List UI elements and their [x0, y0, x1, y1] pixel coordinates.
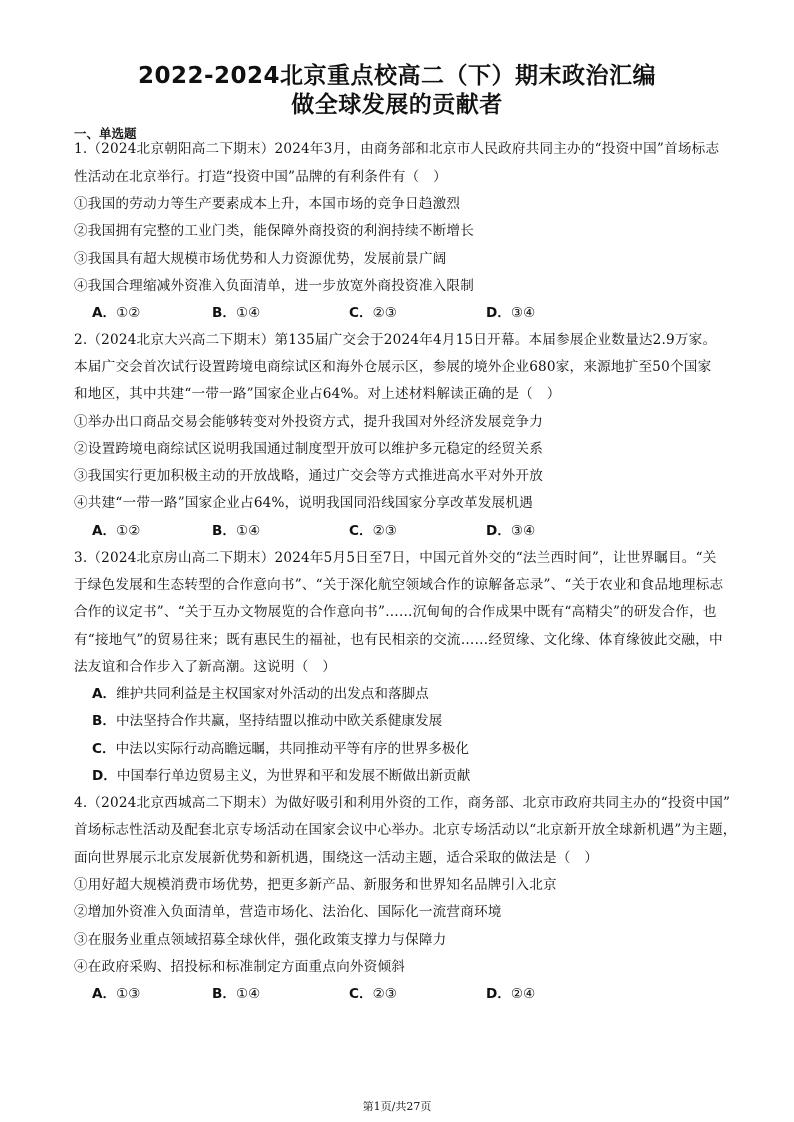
- question-1-item: ③我国具有超大规模市场优势和人力资源优势，发展前景广阔: [74, 251, 447, 267]
- option-letter: C．: [349, 305, 373, 321]
- page-number: 第1页/共27页: [362, 1100, 432, 1113]
- question-3-stem: 合作的议定书”、“关于互办文物展览的合作意向书”……沉甸甸的合作成果中既有“高精尖”的研发合作，也: [74, 604, 717, 620]
- question-2-item: ②设置跨境电商综试区说明我国通过制度型开放可以维护多元稳定的经贸关系: [74, 441, 543, 457]
- question-3-option-a[interactable]: [92, 685, 429, 703]
- question-3-stem: 3.（2024北京房山高二下期末）2024年5月5日至7日，中国元首外交的“法兰西时间”，让世界瞩目。“关: [74, 550, 717, 566]
- option-text: ②③: [372, 523, 397, 539]
- option-text: ③④: [510, 523, 536, 539]
- question-1-option-a[interactable]: [92, 304, 141, 322]
- question-4-item: ①用好超大规模消费市场优势，把更多新产品、新服务和世界知名品牌引入北京: [74, 877, 557, 893]
- option-text: ②③: [372, 986, 397, 1002]
- option-text: ②④: [510, 986, 536, 1002]
- option-text: ①②: [116, 305, 141, 321]
- option-text: ②③: [372, 305, 397, 321]
- question-2-option-b[interactable]: [212, 522, 260, 540]
- option-text: 维护共同利益是主权国家对外活动的出发点和落脚点: [116, 686, 429, 702]
- option-letter: A．: [92, 305, 117, 321]
- option-letter: A．: [92, 986, 117, 1002]
- option-letter: D．: [92, 768, 117, 784]
- question-3-stem: 法友谊和合作步入了新高潮。这说明（ ）: [74, 659, 337, 675]
- question-1-option-d[interactable]: [486, 304, 535, 322]
- question-1-stem: 性活动在北京举行。打造“投资中国”品牌的有利条件有（ ）: [74, 169, 447, 185]
- question-2-item: ①举办出口商品交易会能够转变对外投资方式，提升我国对外经济发展竞争力: [74, 414, 543, 430]
- question-3-stem: 于绿色发展和生态转型的合作意向书”、“关于深化航空领域合作的谅解备忘录”、“关于农业和食品地理标志: [74, 577, 724, 593]
- document-title: 2022-2024北京重点校高二（下）期末政治汇编: [137, 63, 657, 89]
- question-4-stem: 面向世界展示北京发展新优势和新机遇，围绕这一活动主题，适合采取的做法是（ ）: [74, 850, 599, 866]
- option-letter: B．: [212, 523, 236, 539]
- option-letter: D．: [486, 305, 511, 321]
- document-subtitle: 做全球发展的贡献者: [291, 92, 503, 118]
- option-letter: B．: [92, 713, 116, 729]
- option-text: ①④: [235, 523, 261, 539]
- question-4-item: ②增加外资准入负面清单，营造市场化、法治化、国际化一流营商环境: [74, 904, 502, 920]
- question-4-item: ③在服务业重点领域招募全球伙伴，强化政策支撑力与保障力: [74, 932, 447, 948]
- question-4-option-b[interactable]: [212, 985, 260, 1003]
- option-letter: B．: [212, 986, 236, 1002]
- option-letter: D．: [486, 986, 511, 1002]
- option-letter: D．: [486, 523, 511, 539]
- section-heading: 一、单选题: [74, 126, 137, 141]
- question-1-stem: 1.（2024北京朝阳高二下期末）2024年3月，由商务部和北京市人民政府共同主办的“投资中国”首场标志: [74, 141, 720, 157]
- option-letter: C．: [349, 523, 373, 539]
- question-3-stem: 有“接地气”的贸易往来；既有惠民生的福祉，也有民相亲的交流……经贸缘、文化缘、体育缘彼此交融，中: [74, 632, 723, 648]
- question-4-stem: 4.（2024北京西城高二下期末）为做好吸引和利用外资的工作，商务部、北京市政府共同主办的“投资中国”: [74, 795, 731, 811]
- question-2-item: ④共建“一带一路”国家企业占64%，说明我国同沿线国家分享改革发展机遇: [74, 495, 533, 511]
- question-2-stem: 本届广交会首次试行设置跨境电商综试区和海外仓展示区，参展的境外企业680家，来源地扩至50个国家: [74, 359, 712, 375]
- option-text: ①②: [116, 523, 141, 539]
- question-2-option-a[interactable]: [92, 522, 141, 540]
- option-letter: C．: [92, 741, 116, 757]
- question-1-item: ④我国合理缩减外资准入负面清单，进一步放宽外商投资准入限制: [74, 278, 475, 294]
- question-1-item: ①我国的劳动力等生产要素成本上升，本国市场的竞争日趋激烈: [74, 196, 461, 212]
- question-2-option-c[interactable]: [349, 522, 397, 540]
- question-4-option-a[interactable]: [92, 985, 141, 1003]
- question-2-item: ③我国实行更加积极主动的开放战略，通过广交会等方式推进高水平对外开放: [74, 468, 543, 484]
- question-2-stem: 和地区，其中共建“一带一路”国家企业占64%。对上述材料解读正确的是（ ）: [74, 386, 561, 402]
- option-text: ①④: [235, 986, 261, 1002]
- option-text: ①③: [116, 986, 141, 1002]
- option-letter: A．: [92, 686, 117, 702]
- option-text: 中法坚持合作共赢，坚持结盟以推动中欧关系健康发展: [115, 713, 443, 729]
- question-1-item: ②我国拥有完整的工业门类，能保障外商投资的利润持续不断增长: [74, 223, 475, 239]
- question-2-stem: 2.（2024北京大兴高二下期末）第135届广交会于2024年4月15日开幕。本届参展企业数量达2.9万家。: [74, 332, 717, 348]
- question-1-option-b[interactable]: [212, 304, 260, 322]
- question-4-option-d[interactable]: [486, 985, 535, 1003]
- question-3-option-b[interactable]: [92, 712, 442, 730]
- question-2-option-d[interactable]: [486, 522, 535, 540]
- option-letter: A．: [92, 523, 117, 539]
- option-text: 中国奉行单边贸易主义，为世界和平和发展不断做出新贡献: [116, 768, 471, 784]
- option-text: 中法以实际行动高瞻远瞩，共同推动平等有序的世界多极化: [115, 741, 470, 757]
- question-3-option-d[interactable]: [92, 767, 470, 785]
- option-text: ③④: [510, 305, 536, 321]
- question-3-option-c[interactable]: [92, 740, 469, 758]
- question-4-stem: 首场标志性活动及配套北京专场活动在国家会议中心举办。北京专场活动以“北京新开放全球新机遇”为主题，: [74, 822, 737, 838]
- question-4-option-c[interactable]: [349, 985, 397, 1003]
- question-4-item: ④在政府采购、招投标和标准制定方面重点向外资倾斜: [74, 959, 406, 975]
- option-letter: B．: [212, 305, 236, 321]
- option-letter: C．: [349, 986, 373, 1002]
- question-1-option-c[interactable]: [349, 304, 397, 322]
- option-text: ①④: [235, 305, 261, 321]
